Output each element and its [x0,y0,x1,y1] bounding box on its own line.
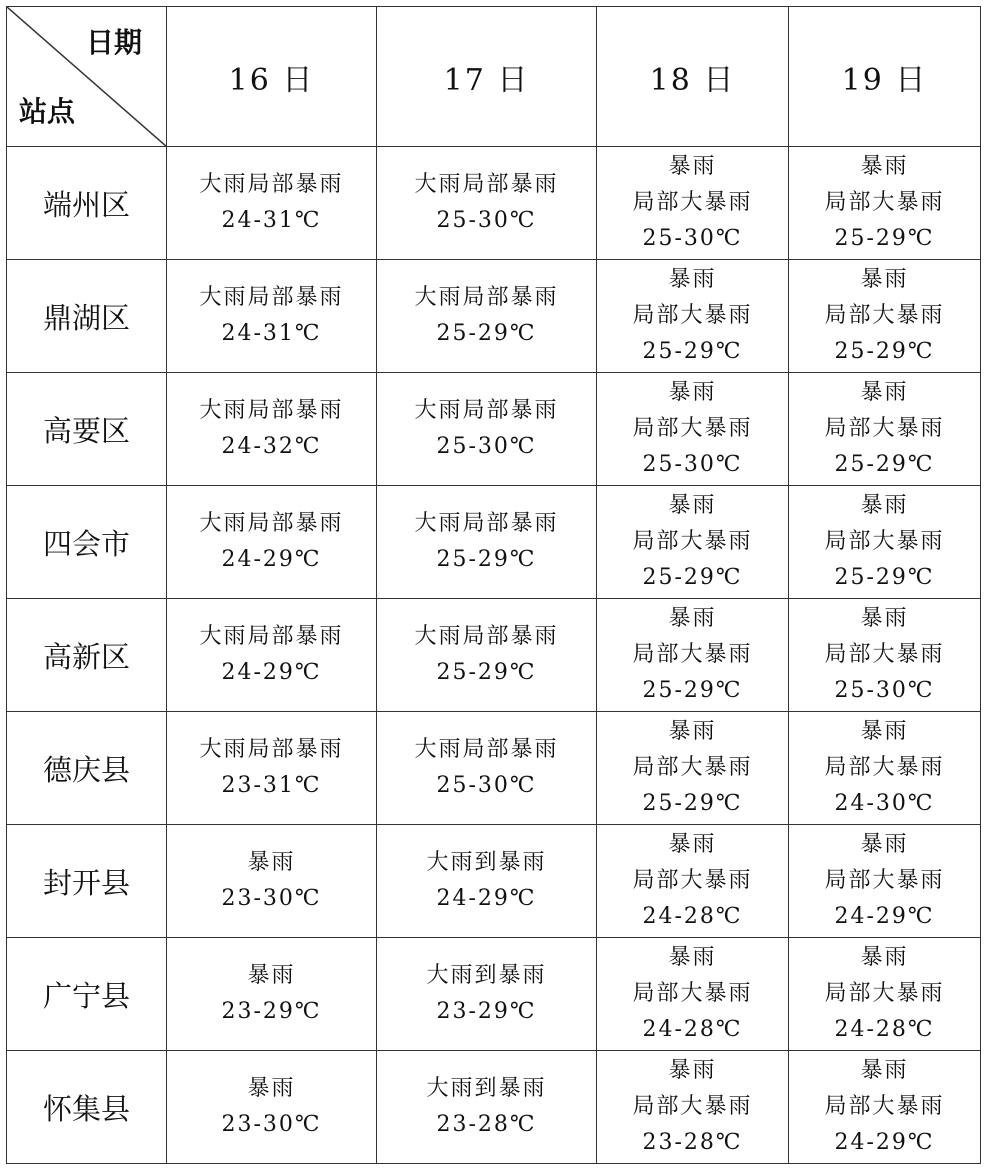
temperature-range: 25-29℃ [642,791,743,816]
weather-text: 暴雨 [860,1058,909,1083]
forecast-cell [167,825,377,938]
weather-text: 局部大暴雨 [632,190,753,215]
temperature-range: 25-29℃ [834,339,935,364]
forecast-cell [377,938,597,1051]
forecast-cell [377,825,597,938]
forecast-cell [789,938,981,1051]
forecast-cell [789,599,981,712]
date-header-16: 16 日 [167,7,377,147]
table-row [7,373,981,486]
forecast-cell [377,1051,597,1164]
forecast-cell [167,486,377,599]
weather-text: 大雨局部暴雨 [199,624,344,649]
temperature-range: 25-29℃ [642,565,743,590]
weather-text: 暴雨 [860,945,909,970]
weather-text: 暴雨 [860,606,909,631]
weather-text: 大雨局部暴雨 [414,172,559,197]
station-name-cell: 高新区 [7,599,167,712]
date-header-18: 18 日 [597,7,789,147]
temperature-range: 23-30℃ [221,886,322,911]
temperature-range: 25-30℃ [436,773,537,798]
weather-text: 局部大暴雨 [632,981,753,1006]
weather-text: 暴雨 [860,154,909,179]
temperature-range: 24-29℃ [221,547,322,572]
weather-text: 暴雨 [668,493,717,518]
forecast-cell [377,147,597,260]
station-name-cell: 四会市 [7,486,167,599]
temperature-range: 24-28℃ [642,1017,743,1042]
weather-text: 暴雨 [860,380,909,405]
temperature-range: 23-28℃ [642,1130,743,1155]
temperature-range: 24-28℃ [834,1017,935,1042]
station-name-cell: 怀集县 [7,1051,167,1164]
weather-text: 大雨局部暴雨 [414,624,559,649]
temperature-range: 25-29℃ [834,226,935,251]
weather-text: 暴雨 [668,719,717,744]
weather-text: 大雨局部暴雨 [414,737,559,762]
weather-text: 暴雨 [668,380,717,405]
forecast-cell [789,260,981,373]
corner-label-date: 日期 [85,26,142,59]
station-name-cell: 鼎湖区 [7,260,167,373]
temperature-range: 25-30℃ [642,452,743,477]
weather-text: 大雨局部暴雨 [414,511,559,536]
temperature-range: 25-30℃ [436,434,537,459]
table-row [7,147,981,260]
forecast-cell [597,938,789,1051]
temperature-range: 25-29℃ [436,660,537,685]
header-row [7,7,981,147]
weather-text: 局部大暴雨 [824,642,945,667]
forecast-cell [167,938,377,1051]
date-header-17: 17 日 [377,7,597,147]
table-row [7,260,981,373]
temperature-range: 23-30℃ [221,1112,322,1137]
forecast-cell [377,373,597,486]
forecast-cell [167,373,377,486]
temperature-range: 23-31℃ [221,773,322,798]
weather-text: 局部大暴雨 [632,642,753,667]
weather-text: 局部大暴雨 [824,303,945,328]
corner-split [7,7,166,146]
weather-text: 大雨局部暴雨 [199,511,344,536]
table-row [7,599,981,712]
forecast-cell [789,147,981,260]
forecast-table-container [6,6,980,1164]
temperature-range: 24-31℃ [221,321,322,346]
weather-text: 大雨到暴雨 [426,1076,547,1101]
forecast-cell [597,1051,789,1164]
forecast-cell [377,486,597,599]
forecast-cell [597,712,789,825]
temperature-range: 24-30℃ [834,791,935,816]
temperature-range: 24-28℃ [642,904,743,929]
temperature-range: 25-29℃ [642,678,743,703]
temperature-range: 25-30℃ [436,208,537,233]
temperature-range: 24-29℃ [221,660,322,685]
weather-text: 大雨局部暴雨 [414,398,559,423]
forecast-cell [377,712,597,825]
weather-text: 暴雨 [247,850,296,875]
weather-text: 局部大暴雨 [632,416,753,441]
weather-text: 大雨局部暴雨 [199,285,344,310]
forecast-cell [597,825,789,938]
temperature-range: 23-28℃ [436,1112,537,1137]
weather-text: 局部大暴雨 [824,529,945,554]
table-body [7,147,981,1164]
forecast-cell [597,486,789,599]
forecast-cell [789,373,981,486]
station-name-cell: 端州区 [7,147,167,260]
weather-text: 暴雨 [668,945,717,970]
table-row [7,486,981,599]
temperature-range: 24-31℃ [221,208,322,233]
table-row [7,712,981,825]
forecast-cell [789,1051,981,1164]
weather-text: 局部大暴雨 [824,1094,945,1119]
corner-header-cell [7,7,167,147]
forecast-cell [377,260,597,373]
weather-text: 局部大暴雨 [824,190,945,215]
temperature-range: 25-30℃ [834,678,935,703]
forecast-cell [597,260,789,373]
table-row [7,938,981,1051]
weather-text: 局部大暴雨 [824,868,945,893]
weather-text: 局部大暴雨 [824,755,945,780]
forecast-cell [597,147,789,260]
temperature-range: 24-32℃ [221,434,322,459]
forecast-cell [167,712,377,825]
weather-text: 暴雨 [860,719,909,744]
forecast-cell [597,599,789,712]
temperature-range: 24-29℃ [834,1130,935,1155]
forecast-cell [789,712,981,825]
weather-text: 暴雨 [247,963,296,988]
weather-text: 大雨局部暴雨 [199,737,344,762]
temperature-range: 25-29℃ [436,547,537,572]
weather-text: 大雨局部暴雨 [199,172,344,197]
temperature-range: 25-29℃ [436,321,537,346]
forecast-cell [167,147,377,260]
weather-text: 大雨到暴雨 [426,963,547,988]
corner-label-station: 站点 [19,95,76,128]
weather-text: 暴雨 [668,606,717,631]
weather-text: 局部大暴雨 [632,755,753,780]
forecast-cell [167,599,377,712]
table-row [7,825,981,938]
station-name-cell: 广宁县 [7,938,167,1051]
date-header-19: 19 日 [789,7,981,147]
temperature-range: 23-29℃ [436,999,537,1024]
weather-text: 局部大暴雨 [632,529,753,554]
table-row [7,1051,981,1164]
weather-text: 暴雨 [668,832,717,857]
station-name-cell: 德庆县 [7,712,167,825]
forecast-cell [167,260,377,373]
temperature-range: 23-29℃ [221,999,322,1024]
weather-text: 大雨到暴雨 [426,850,547,875]
weather-text: 局部大暴雨 [824,981,945,1006]
weather-text: 暴雨 [668,154,717,179]
temperature-range: 24-29℃ [436,886,537,911]
weather-text: 暴雨 [860,493,909,518]
forecast-cell [789,486,981,599]
temperature-range: 25-29℃ [834,452,935,477]
weather-text: 局部大暴雨 [632,868,753,893]
weather-text: 暴雨 [247,1076,296,1101]
weather-text: 局部大暴雨 [632,303,753,328]
weather-text: 暴雨 [860,832,909,857]
forecast-cell [167,1051,377,1164]
temperature-range: 25-29℃ [642,339,743,364]
temperature-range: 24-29℃ [834,904,935,929]
weather-text: 暴雨 [668,1058,717,1083]
weather-text: 局部大暴雨 [632,1094,753,1119]
weather-text: 大雨局部暴雨 [199,398,344,423]
temperature-range: 25-30℃ [642,226,743,251]
forecast-cell [789,825,981,938]
weather-text: 暴雨 [860,267,909,292]
station-name-cell: 高要区 [7,373,167,486]
weather-text: 局部大暴雨 [824,416,945,441]
weather-text: 暴雨 [668,267,717,292]
temperature-range: 25-29℃ [834,565,935,590]
station-name-cell: 封开县 [7,825,167,938]
forecast-table [6,6,981,1164]
forecast-cell [597,373,789,486]
weather-text: 大雨局部暴雨 [414,285,559,310]
forecast-cell [377,599,597,712]
